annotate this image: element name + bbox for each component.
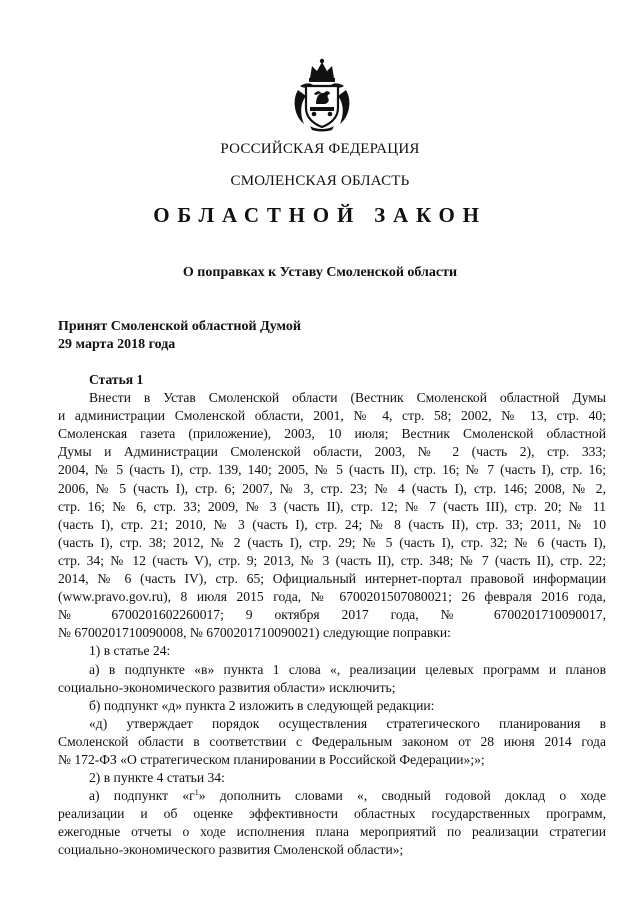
paragraph-line: № 6700201710090008, № 6700201710090021) следующие поправки: [58,625,451,641]
line-text: » дополнить словами «, сводный годовой доклад о ходе [198,788,606,804]
paragraph-line: стр. 34; № 12 (часть V), стр. 9; 2013, № 3 (часть II), стр. 348; № 7 (часть II), стр. 22; [58,552,606,568]
paragraph-line: № 172-ФЗ «О стратегическом планировании в Российской Федерации»;»; [58,751,485,767]
article-heading: Статья 1 [89,372,144,387]
paragraph-line: 2014, № 6 (часть IV), стр. 65; Официальный интернет-портал правовой информации [58,571,606,587]
document-title: О поправках к Уставу Смоленской области [182,265,458,280]
article-body [58,371,606,860]
superscript: 1 [194,788,199,798]
paragraph-line: № 6700201602260017; 9 октября 2017 года, № 6700201710090017, [58,607,606,623]
country-heading: РОССИЙСКАЯ ФЕДЕРАЦИЯ [220,141,420,157]
paragraph-line: Смоленская газета (приложение), 2003, 10 июля; Вестник Смоленской областной [58,426,606,442]
paragraph-line: социально-экономического развития Смоленской области»; [58,842,404,858]
paragraph-line: ежегодные отчеты о ходе исполнения плана мероприятий по реализации стратегии [58,824,606,840]
region-heading: СМОЛЕНСКАЯ ОБЛАСТЬ [230,173,410,189]
paragraph-line: реализации и об оценке эффективности областных государственных программ, [58,806,606,822]
paragraph-line: (www.pravo.gov.ru), 8 июля 2015 года, № 6700201507080021; 26 февраля 2016 года, [58,589,606,605]
paragraph-line: 2) в пункте 4 статьи 34: [89,770,225,786]
paragraph-line: (часть I), стр. 38; 2012, № 2 (часть I), стр. 29; № 5 (часть I), стр. 32; № 6 (часть I), [58,534,606,550]
paragraph-line: Смоленской области в соответствии с Федеральным законом от 28 июня 2014 года [58,733,606,749]
paragraph-line: Думы и Администрации Смоленской области, 2003, № 2 (часть 2), стр. 333; [58,444,606,460]
adopted-by: Принят Смоленской областной Думой [58,319,301,334]
paragraph-line [58,787,606,805]
adopted-date: 29 марта 2018 года [58,337,176,352]
adoption-block [58,318,301,354]
paragraph-line: 1) в статье 24: [89,643,171,659]
paragraph-line: 2006, № 5 (часть I), стр. 6; 2007, № 3, стр. 23; № 4 (часть I), стр. 146; 2008, № 2, [58,480,606,496]
paragraph-line: 2004, № 5 (часть I), стр. 139, 140; 2005, № 5 (часть II), стр. 16; № 7 (часть I), стр. 16; [58,462,606,478]
paragraph-line: стр. 16; № 6, стр. 33; 2009, № 3 (часть II), стр. 12; № 7 (часть III), стр. 20; № 11 [58,498,606,514]
paragraph-line: а) в подпункте «в» пункта 1 слова «, реализации целевых программ и планов [89,661,606,677]
paragraph-line: б) подпункт «д» пункта 2 изложить в следующей редакции: [89,697,435,713]
paragraph-line: Внести в Устав Смоленской области (Вестник Смоленской областной Думы [89,390,606,406]
paragraph-line: и администрации Смоленской области, 2001, № 4, стр. 58; 2002, № 13, стр. 40; [58,408,606,424]
paragraph-line: «д) утверждает порядок осуществления стратегического планирования в [89,715,606,731]
paragraph-line: социально-экономического развития области» исключить; [58,679,396,695]
document-type-heading: ОБЛАСТНОЙ ЗАКОН [153,203,487,227]
paragraph-line: (часть I), стр. 21; 2010, № 3 (часть I), стр. 24; № 8 (часть II), стр. 33; 2011, № 10 [58,516,606,532]
line-text: а) подпункт «г [89,788,195,804]
coat-of-arms-icon [290,56,354,132]
